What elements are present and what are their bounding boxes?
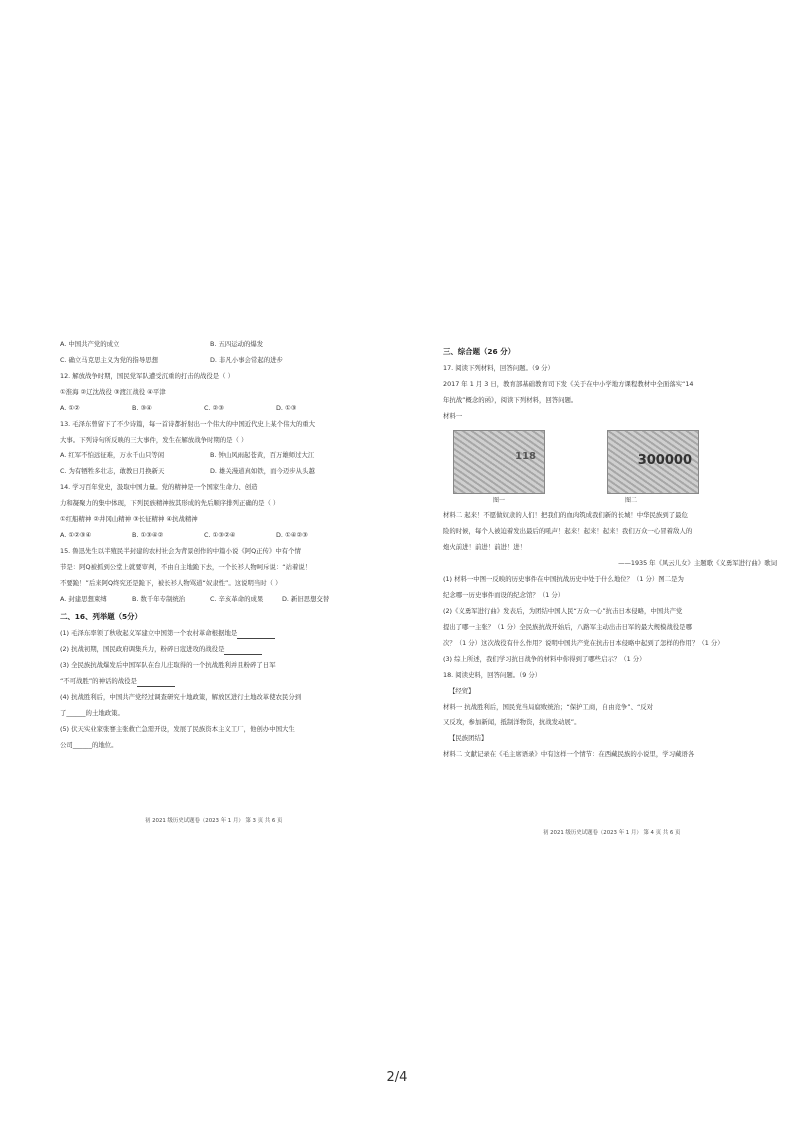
q11-options-row-2	[60, 356, 400, 366]
q16-item-5b: 公司______的地位。	[60, 740, 118, 749]
q16-item-5: (5) 伏天实业家张謇主张救亡急需开设，发展了民族资本主义工厂，他创办中国大生	[60, 724, 295, 733]
section-3-title: 三、综合题（26 分）	[443, 347, 515, 356]
figure-1-image	[453, 430, 545, 494]
q14-stem-1: 14. 学习百年党史，汲取中国力量。党的精神是一个国家生命力、创造	[60, 483, 258, 492]
q12-option-a: A. ①②	[60, 403, 80, 412]
figure-2-caption: 图二	[625, 497, 638, 505]
q13-option-c: C. 为有牺牲多壮志，敢教日月换新天	[60, 467, 165, 476]
q18-material-1: 材料一 抗战胜利后，国民党当局腐败统治；“保护工商，自由竞争”、“反对	[443, 702, 654, 711]
q15-stem-2: 节是：阿Q被抓到公堂上就要审判，不由自主地跪下去，一个长衫人物呵斥说：“站着说！	[60, 562, 312, 571]
q16-item-4: (4) 抗战胜利后，中国共产党经过调查研究十地政策，解放区进行土地改革使农民分到	[60, 692, 302, 701]
q17-sub-2c: 次？（1 分）这次战役有什么作用？说明中国共产党在抗击日本侵略中起到了怎样的作用？（1 分）	[443, 638, 724, 647]
q13-option-b: B. 钟山风雨起苍黄，百万雄师过大江	[210, 451, 315, 460]
q18-material-1b: 又反攻，参加新闻，抵制洋物资，抗战发动展”。	[443, 718, 581, 727]
q17-stem: 17. 阅读下列材料，回答问题。（9 分）	[443, 364, 554, 373]
figure-1-caption: 图一	[493, 497, 506, 505]
figure-captions	[493, 496, 783, 505]
q13-options-row-1	[60, 451, 400, 461]
q18-material-2: 材料二 文献记录在《毛主席语录》中有这样一个情节：在西藏民族的小说里，学习藏语各	[443, 750, 695, 759]
answer-blank[interactable]	[224, 648, 262, 655]
q11-option-d: D. 非凡小事会常起的进步	[210, 355, 283, 364]
q12-stem: 12. 解放战争时期，国民党军队遭受沉重的打击的战役是（ ）	[60, 371, 234, 380]
right-page-footer: 初 2021 级历史试题卷（2023 年 1 月） 第 4 页 共 6 页	[543, 830, 681, 836]
left-page-footer: 初 2021 级历史试题卷（2023 年 1 月） 第 3 页 共 6 页	[145, 818, 283, 824]
q15-option-c: C. 辛亥革命的成果	[210, 594, 264, 603]
material-2-line-2: 险的时候，每个人被迫着发出最后的吼声！起来！起来！起来！我们万众一心冒着敌人的	[443, 527, 693, 536]
section-2-title: 二、16、列举题（5分）	[60, 611, 142, 621]
q17-intro-2: 年抗战”概念的函》，阅读下列材料，回答问题。	[443, 396, 578, 405]
q12-option-c: C. ②③	[204, 403, 224, 412]
q16-item-4b: 了______的土地政策。	[60, 708, 124, 717]
q15-options	[60, 595, 400, 605]
q15-stem-3: 不要跪！”后来阿Q终究还是跪下，被长衫人物骂道“奴隶性”。这说明当时（ ）	[60, 578, 282, 587]
q14-items: ①红船精神 ②井冈山精神 ③长征精神 ④抗战精神	[60, 515, 198, 524]
material-2-line-3: 炮火前进！前进！前进！进！	[443, 543, 527, 552]
q14-stem-2: 力和凝聚力的集中体现，下列民族精神按其形成的先后顺序排列正确的是（ ）	[60, 499, 280, 508]
q13-options-row-2	[60, 467, 400, 477]
q15-option-a: A. 封建思想束缚	[60, 594, 107, 603]
material-2-source: ——1935 年《风云儿女》主题歌《义勇军进行曲》歌词	[618, 559, 777, 568]
q12-option-b: B. ③④	[132, 403, 152, 412]
q17-sub-3: (3) 综上所述，我们学习抗日战争的材料中你得到了哪些启示？（1 分）	[443, 654, 646, 663]
q15-option-d: D. 新旧思想交替	[282, 594, 330, 603]
answer-blank[interactable]	[237, 632, 275, 639]
figure-2-image	[607, 430, 699, 494]
q12-items: ①淮海 ②辽沈战役 ③渡江战役 ④平津	[60, 387, 166, 396]
q11-option-c: C. 确立马克思主义为党的指导思想	[60, 355, 158, 364]
q15-option-b: B. 数千年专制统治	[132, 594, 186, 603]
q16-item-3b: “不可战胜”的神话的战役是	[60, 677, 400, 687]
q16-item-2: (2) 抗战初期，国民政府调集兵力，粉碎日寇进攻的战役是	[60, 645, 400, 655]
material-1-figures	[453, 430, 783, 494]
q18-tag-2: 【民族团结】	[449, 734, 488, 743]
figure-2-mark: 300000	[637, 453, 692, 469]
q14-option-b: B. ①③④②	[132, 531, 164, 540]
q18-tag-1: 【经贸】	[449, 686, 475, 695]
q11-option-a: A. 中国共产党的成立	[60, 340, 120, 348]
right-exam-page	[443, 340, 783, 766]
q13-stem-2: 大事。下列诗句所反映的三大事件，发生在解放战争时期的是（ ）	[60, 435, 248, 444]
q17-sub-2: (2)《义勇军进行曲》发表后，为团结中国人民“万众一心”抗击日本侵略，中国共产党	[443, 606, 683, 615]
answer-blank[interactable]	[137, 680, 175, 687]
q13-stem-1: 13. 毛泽东曾留下了不少诗篇，每一首诗都折射出一个伟大的中国近代史上某个伟大的重大	[60, 419, 316, 428]
material-1-label: 材料一	[443, 412, 463, 421]
q15-stem-1: 15. 鲁迅先生以半殖民半封建的农村社会为背景创作的中篇小说《阿Q正传》中有个情	[60, 546, 301, 555]
q14-option-c: C. ①③②④	[204, 531, 236, 540]
q14-option-d: D. ①④②③	[276, 531, 308, 540]
q16-item-1: (1) 毛泽东率领了秋收起义军建立中国第一个农村革命根据地是	[60, 629, 400, 639]
left-exam-page	[60, 340, 400, 757]
q11-options-row-1	[60, 340, 400, 350]
q17-intro-1: 2017 年 1 月 3 日，教育部基础教育司下发《关于在中小学地方课程教材中全面落实“14	[443, 380, 694, 389]
page-indicator: 2/4	[386, 1070, 408, 1085]
q11-option-b: B. 五四运动的爆发	[210, 340, 264, 348]
q18-stem: 18. 阅读史料，回答问题。（9 分）	[443, 670, 542, 679]
q17-sub-1b: 纪念哪一历史事件而设的纪念馆？（1 分）	[443, 591, 565, 600]
q14-options	[60, 531, 400, 541]
q13-option-a: A. 红军不怕远征难，万水千山只等闲	[60, 451, 165, 460]
q13-option-d: D. 雄关漫道真如铁，而今迈步从头越	[210, 467, 315, 476]
q17-sub-2b: 提出了哪一主张？（1 分）全民族抗战开始后，八路军主动出击日军的最大规模战役是哪	[443, 622, 692, 631]
material-2-line-1: 材料二 起来！不愿做奴隶的人们！把我们的血肉筑成我们新的长城！中华民族到了最危	[443, 511, 688, 520]
q17-sub-1: (1) 材料一中图一反映的历史事件在中国抗战历史中处于什么地位？（1 分）图二是为	[443, 575, 684, 584]
q12-options	[60, 404, 400, 414]
figure-1-mark: 118	[515, 451, 536, 463]
q12-option-d: D. ①③	[276, 403, 297, 412]
q14-option-a: A. ①②③④	[60, 531, 92, 540]
q16-item-3: (3) 全民族抗战爆发后中国军队在台儿庄取得的一个抗战胜利并且粉碎了日军	[60, 660, 276, 669]
